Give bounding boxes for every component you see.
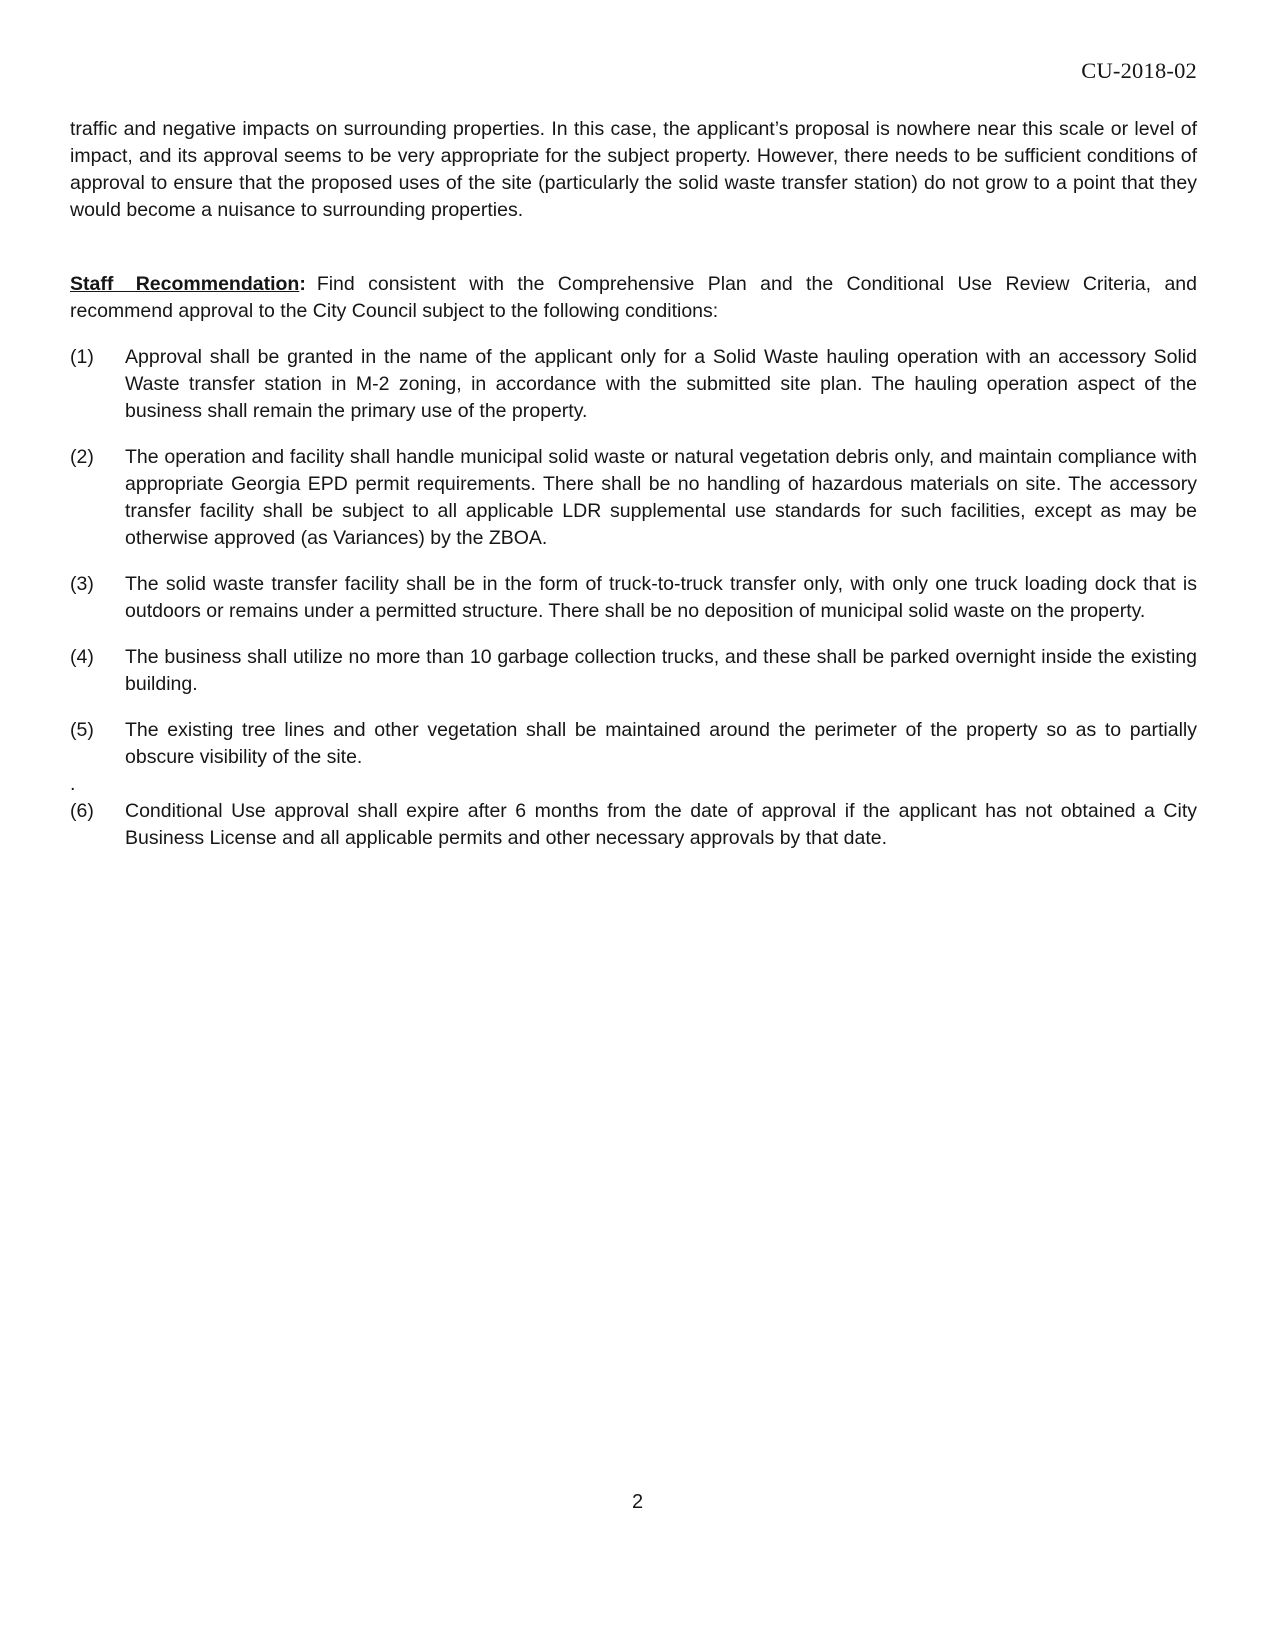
condition-item-2 <box>70 444 1197 552</box>
stray-period: . <box>70 773 76 795</box>
intro-paragraph: traffic and negative impacts on surrounding properties. In this case, the applicant’s proposal is nowhere near this scale or level of impact, and its approval seems to be very appropriate for the subject property. However, there needs to be sufficient conditions of approval to ensure that the proposed uses of the site (particularly the solid waste transfer station) do not grow to a point that they would become a nuisance to surrounding properties. <box>70 118 1197 221</box>
condition-text: The business shall utilize no more than 10 garbage collection trucks, and these shall be parked overnight inside the existing building. <box>125 646 1197 695</box>
condition-text: The existing tree lines and other vegetation shall be maintained around the perimeter of the property so as to partially obscure visibility of the site. <box>125 719 1197 768</box>
condition-text: The operation and facility shall handle municipal solid waste or natural vegetation debris only, and maintain compliance with appropriate Georgia EPD permit requirements. There shall be no handling of hazardous materials on site. The accessory transfer facility shall be subject to all applicable LDR supplemental use standards for such facilities, except as may be otherwise approved (as Variances) by the ZBOA. <box>125 446 1197 549</box>
condition-item-4 <box>70 644 1197 698</box>
condition-text: Approval shall be granted in the name of the applicant only for a Solid Waste hauling operation with an accessory Solid Waste transfer station in M-2 zoning, in accordance with the submitted site plan. The hauling operation aspect of the business shall remain the primary use of the property. <box>125 346 1197 422</box>
condition-number: (2) <box>70 446 94 468</box>
document-reference: CU-2018-02 <box>1081 58 1197 83</box>
condition-text: Conditional Use approval shall expire after 6 months from the date of approval if the applicant has not obtained a City Business License and all applicable permits and other necessary approvals by that date. <box>125 800 1197 849</box>
condition-item-6 <box>70 798 1197 852</box>
condition-text: The solid waste transfer facility shall be in the form of truck-to-truck transfer only, with only one truck loading dock that is outdoors or remains under a permitted structure. There shall be no deposition of municipal solid waste on the property. <box>125 573 1197 622</box>
condition-item-1 <box>70 344 1197 425</box>
staff-recommendation-paragraph <box>70 271 1197 325</box>
condition-item-5 <box>70 717 1197 771</box>
condition-number: (4) <box>70 646 94 668</box>
condition-item-3 <box>70 571 1197 625</box>
condition-number: (6) <box>70 800 94 822</box>
staff-recommendation-label: Staff Recommendation <box>70 273 300 295</box>
page-number: 2 <box>631 1491 644 1513</box>
condition-number: (1) <box>70 346 94 368</box>
condition-number: (5) <box>70 719 94 741</box>
condition-number: (3) <box>70 573 94 595</box>
staff-recommendation-separator: : <box>299 273 306 295</box>
staff-recommendation-text: Find consistent with the Comprehensive Plan and the Conditional Use Review Criteria, and recommend approval to the City Council subject to the following conditions: <box>70 273 1197 322</box>
